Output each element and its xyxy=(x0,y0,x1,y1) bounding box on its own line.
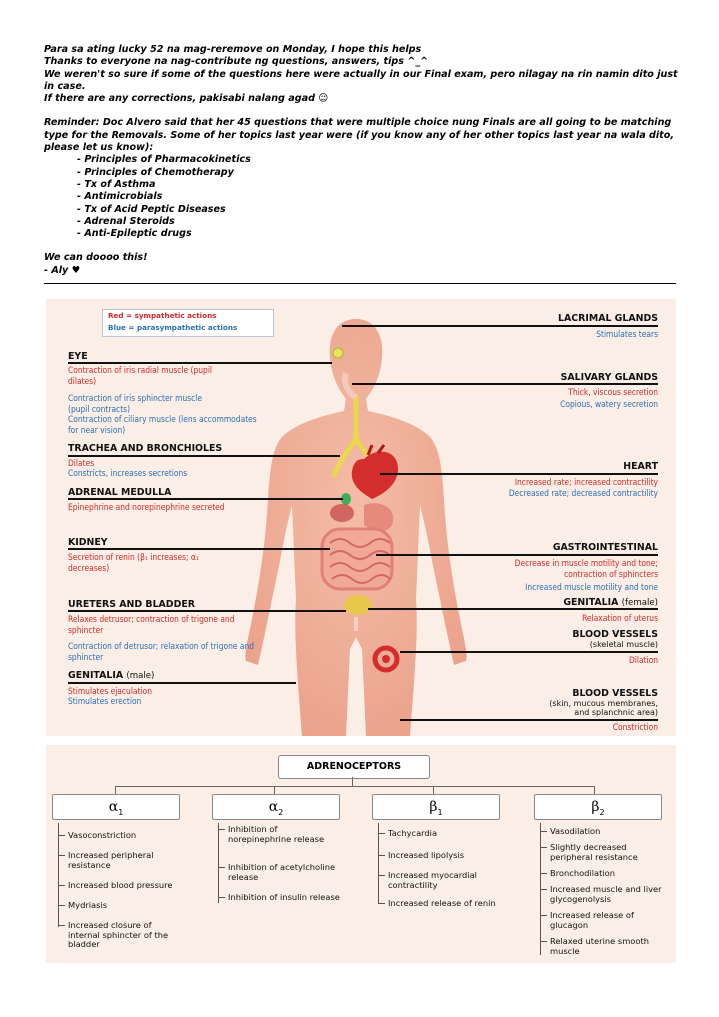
autonomic-anatomy-figure xyxy=(46,299,676,736)
effect-item: Increased release of glucagon xyxy=(550,911,668,930)
receptor-beta2-box xyxy=(534,794,662,820)
bv-skeletal-leader-line xyxy=(400,651,658,653)
effect-item: Increased closure of internal sphincter of the bladder xyxy=(68,921,178,950)
adrenal-sympathetic: Epinephrine and norepinephrine secreted xyxy=(68,502,225,512)
connector xyxy=(274,786,275,794)
genitalia-male-title: GENITALIA xyxy=(68,670,124,681)
adrenoceptors-figure xyxy=(46,745,676,963)
kidney-leader-line xyxy=(68,548,330,550)
trachea-sympathetic: Dilates xyxy=(68,458,95,468)
receptor-subscript: 1 xyxy=(437,807,443,817)
adrenal-heading: ADRENAL MEDULLA xyxy=(68,487,172,498)
receptor-subscript: 2 xyxy=(599,807,605,817)
bv-skeletal-heading: BLOOD VESSELS xyxy=(572,629,658,640)
effect-item: Increased release of renin xyxy=(388,899,500,909)
salivary-leader-line xyxy=(352,383,658,385)
genitalia-female-heading xyxy=(563,597,658,608)
gi-leader-line xyxy=(376,554,658,556)
bv-skin-heading: BLOOD VESSELS xyxy=(572,688,658,699)
adrenal-leader-line xyxy=(68,498,343,500)
adrenoceptors-title: ADRENOCEPTORS xyxy=(278,755,430,779)
bv-skeletal-sympathetic: Dilation xyxy=(628,655,658,665)
genitalia-female-leader-line xyxy=(368,608,658,610)
effect-item: Inhibition of acetylcholine release xyxy=(228,863,348,882)
topic-item: - Tx of Acid Peptic Diseases xyxy=(77,204,684,216)
connector xyxy=(352,777,353,786)
gi-heading: GASTROINTESTINAL xyxy=(552,542,658,553)
genitalia-female-sympathetic: Relaxation of uterus xyxy=(582,613,658,623)
trachea-leader-line xyxy=(68,455,340,457)
intro-line-2: Thanks to everyone na nag-contribute ng questions, answers, tips ^_^ xyxy=(44,56,429,68)
receptor-symbol: α xyxy=(268,799,279,815)
connector xyxy=(433,786,434,794)
bv-skin-sub: (skin, mucous membranes, and splanchnic area) xyxy=(549,699,658,717)
trachea-heading: TRACHEA AND BRONCHIOLES xyxy=(68,443,223,454)
effect-item: Vasoconstriction xyxy=(68,831,178,841)
topic-item: - Principles of Pharmacokinetics xyxy=(77,154,684,166)
ureters-parasympathetic: Contraction of detrusor; relaxation of trigone and sphincter xyxy=(68,641,255,662)
eye-parasympathetic-ciliary: Contraction of ciliary muscle (lens accommodates for near vision) xyxy=(68,414,257,435)
eye-parasympathetic-iris: Contraction of iris sphincter muscle (pupil contracts) xyxy=(68,393,203,414)
legend-blue: Blue = parasympathetic actions xyxy=(108,323,238,332)
signoff-name: - Aly xyxy=(44,264,69,276)
topic-item: - Tx of Asthma xyxy=(77,179,684,191)
effect-item: Slightly decreased peripheral resistance xyxy=(550,843,668,862)
receptor-symbol: α xyxy=(108,799,119,815)
ureters-leader-line xyxy=(68,610,346,612)
topic-item: - Adrenal Steroids xyxy=(77,216,684,228)
effect-item: Increased myocardial contractility xyxy=(388,871,500,890)
receptor-symbol: β xyxy=(591,799,600,815)
effect-item: Inhibition of insulin release xyxy=(228,892,340,902)
eye-leader-line xyxy=(68,362,332,364)
genitalia-male-leader-line xyxy=(68,682,296,684)
legend-red: Red = sympathetic actions xyxy=(108,311,217,320)
salivary-sympathetic: Thick, viscous secretion xyxy=(568,387,658,397)
genitalia-male-sub: (male) xyxy=(126,671,155,681)
topic-item: - Principles of Chemotherapy xyxy=(77,167,684,179)
effect-item: Bronchodilation xyxy=(550,869,668,879)
effect-item: Inhibition of norepinephrine release xyxy=(228,825,340,844)
receptor-subscript: 1 xyxy=(118,807,124,817)
topic-item: - Anti-Epileptic drugs xyxy=(77,228,684,240)
intro-line-3: We weren't so sure if some of the questions here were actually in our Final exam, pero nilagay na rin namin dito just in case. xyxy=(44,68,678,92)
effect-item: Tachycardia xyxy=(388,829,500,839)
genitalia-male-sympathetic: Stimulates ejaculation xyxy=(68,686,152,696)
connector xyxy=(115,786,116,794)
receptor-symbol: β xyxy=(429,799,438,815)
bv-skin-sympathetic: Constriction xyxy=(612,722,658,732)
topic-item: - Antimicrobials xyxy=(77,191,684,203)
intro-line-4: If there are any corrections, pakisabi nalang agad ☺ xyxy=(44,93,329,105)
lacrimal-parasympathetic: Stimulates tears xyxy=(596,329,658,339)
signoff xyxy=(44,265,684,277)
intro-text xyxy=(44,44,684,277)
color-legend xyxy=(102,309,274,337)
effect-item: Increased lipolysis xyxy=(388,851,500,861)
kidney-sympathetic: Secretion of renin (β₁ increases; α₁ decreases) xyxy=(68,552,199,573)
effect-item: Vasodilation xyxy=(550,827,668,837)
salivary-parasympathetic: Copious, watery secretion xyxy=(560,399,658,409)
effect-item: Relaxed uterine smooth muscle xyxy=(550,937,668,956)
effect-item: Mydriasis xyxy=(68,901,178,911)
heart-leader-line xyxy=(380,473,658,475)
heart-parasympathetic: Decreased rate; decreased contractility xyxy=(508,488,658,498)
gi-sympathetic: Decrease in muscle motility and tone; contraction of sphincters xyxy=(514,558,658,579)
genitalia-male-heading xyxy=(68,670,154,681)
divider xyxy=(44,283,676,284)
genitalia-male-parasympathetic: Stimulates erection xyxy=(68,696,142,706)
eye-sympathetic: Contraction of iris radial muscle (pupil dilates) xyxy=(68,365,213,386)
reminder-text: Reminder: Doc Alvero said that her 45 questions that were multiple choice nung Finals are all going to be matching type for the Removals. Some of her topics last year were (if you know any of her other topics last year na wala dito, please let us know): xyxy=(44,117,674,154)
genitalia-female-title: GENITALIA xyxy=(563,597,619,608)
heart-sympathetic: Increased rate; increased contractility xyxy=(514,477,658,487)
lacrimal-leader-line xyxy=(342,325,658,327)
connector xyxy=(115,786,594,787)
receptor-alpha1-box xyxy=(52,794,180,820)
receptor-alpha2-box xyxy=(212,794,340,820)
ureters-sympathetic: Relaxes detrusor; contraction of trigone and sphincter xyxy=(68,614,235,635)
heart-heading: HEART xyxy=(623,461,658,472)
receptor-subscript: 2 xyxy=(278,807,284,817)
receptor-beta1-box xyxy=(372,794,500,820)
gi-parasympathetic: Increased muscle motility and tone xyxy=(525,582,658,592)
effect-item: Increased blood pressure xyxy=(68,881,198,891)
connector xyxy=(594,786,595,794)
trachea-parasympathetic: Constricts, increases secretions xyxy=(68,468,188,478)
heart-icon: ♥ xyxy=(71,264,81,276)
intro-line-1: Para sa ating lucky 52 na mag-reremove on Monday, I hope this helps xyxy=(44,44,422,55)
bv-skeletal-sub: (skeletal muscle) xyxy=(589,640,658,649)
bv-skin-leader-line xyxy=(400,719,658,721)
eye-heading: EYE xyxy=(68,351,88,362)
topics-list xyxy=(44,154,684,240)
effect-item: Increased peripheral resistance xyxy=(68,851,178,870)
lacrimal-heading: LACRIMAL GLANDS xyxy=(558,313,658,324)
genitalia-female-sub: (female) xyxy=(621,598,658,608)
kidney-heading: KIDNEY xyxy=(68,537,108,548)
closing-text: We can doooo this! xyxy=(44,252,148,264)
effect-item: Increased muscle and liver glycogenolysis xyxy=(550,885,674,904)
salivary-heading: SALIVARY GLANDS xyxy=(560,372,658,383)
ureters-heading: URETERS AND BLADDER xyxy=(68,599,195,610)
